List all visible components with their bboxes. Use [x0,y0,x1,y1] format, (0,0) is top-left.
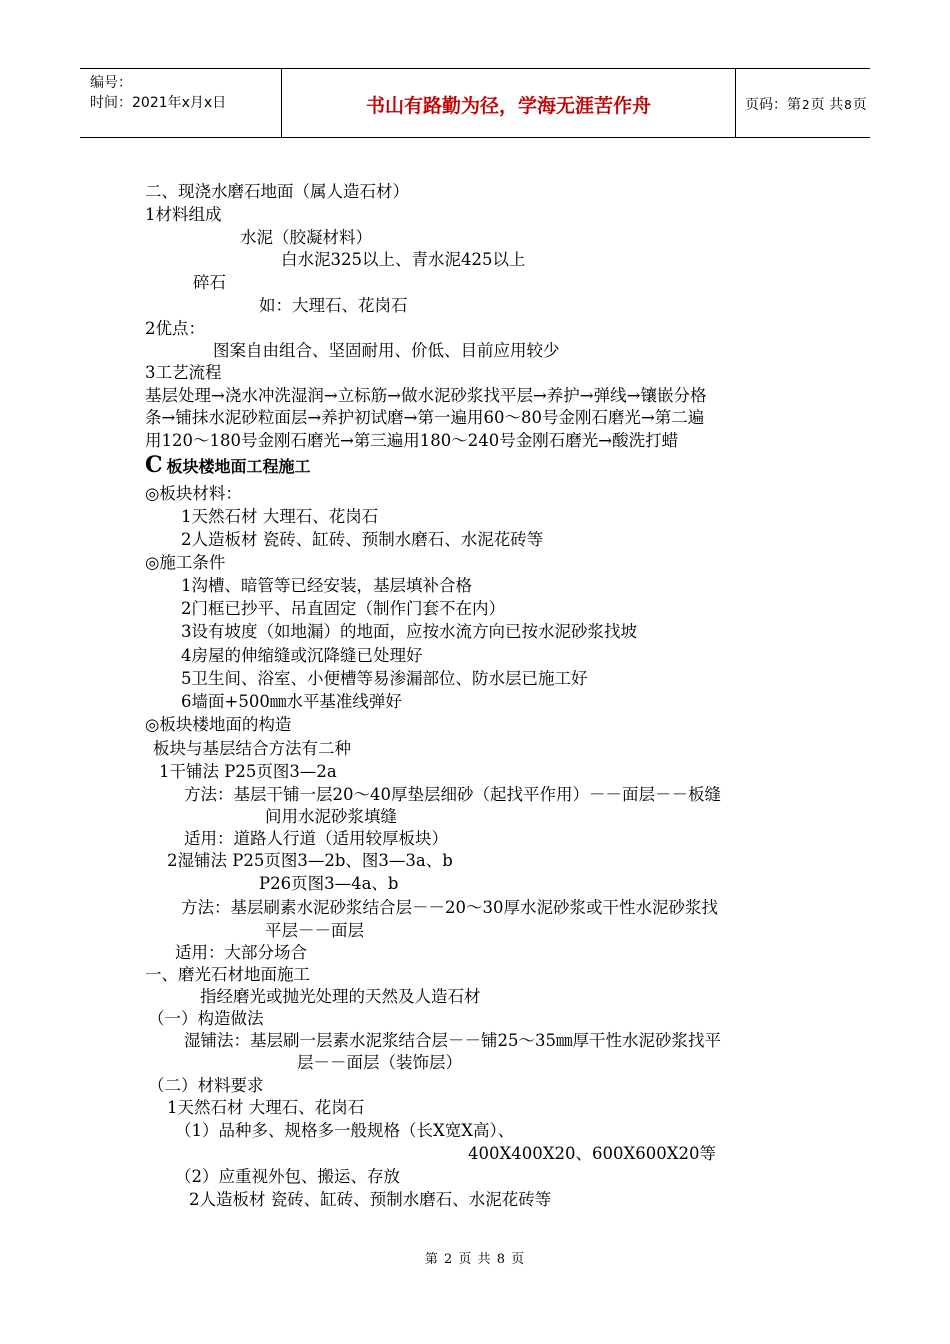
text-line: ◎板块材料： [145,484,242,503]
section-title: 板块楼地面工程施工 [166,457,311,476]
text-line: 湿铺法：基层刷一层素水泥浆结合层－－铺25～35㎜厚干性水泥砂浆找平 [184,1031,721,1050]
page-suffix: 页 [852,97,867,113]
text-line: （2）应重视外包、搬运、存放 [175,1167,400,1186]
text-line: 1天然石材 大理石、花岗石 [181,507,379,526]
text-line: 如：大理石、花岗石 [259,296,408,315]
text-line: 2优点： [145,319,205,338]
text-line: 白水泥325以上、青水泥425以上 [281,250,526,269]
time-label: 时间：2021年x月x日 [90,95,227,111]
text-line: （1）品种多、规格多一般规格（长X宽X高）、 [175,1121,515,1140]
text-line: 方法：基层刷素水泥砂浆结合层－－20～30厚水泥砂浆或干性水泥砂浆找 [181,898,718,917]
page-current: 2 [802,98,810,112]
text-line: 一、磨光石材地面施工 [145,965,310,984]
page-middle: 页 共 [810,97,844,113]
text-line: 方法：基层干铺一层20～40厚垫层细砂（起找平作用）－－面层－－板缝 [184,785,721,804]
text-line: 二、现浇水磨石地面（属人造石材） [145,182,409,201]
text-line: 条→铺抹水泥砂粒面层→养护初试磨→第一遍用60～80号金刚石磨光→第二遍 [145,408,705,427]
text-line: （二）材料要求 [148,1076,264,1095]
text-line: 平层－－面层 [265,921,364,940]
text-line: 层－－面层（装饰层） [297,1053,462,1072]
text-line: 3设有坡度（如地漏）的地面，应按水流方向已按水泥砂浆找坡 [181,622,637,641]
text-line: 指经磨光或抛光处理的天然及人造石材 [200,987,481,1006]
text-line: 2人造板材 瓷砖、缸砖、预制水磨石、水泥花砖等 [181,530,544,549]
page-footer: 第 2 页 共 8 页 [424,1252,526,1267]
text-line: 水泥（胶凝材料） [240,228,372,247]
text-line: 2门框已抄平、吊直固定（制作门套不在内） [181,599,505,618]
text-line: 图案自由组合、坚固耐用、价低、目前应用较少 [213,341,560,360]
text-line: 1沟槽、暗管等已经安装，基层填补合格 [181,576,472,595]
section-heading-c [145,454,311,478]
text-line: （一）构造做法 [148,1009,264,1028]
text-line: 碎石 [193,273,226,292]
text-line: 间用水泥砂浆填缝 [265,807,397,826]
text-line: 400X400X20、600X600X20等 [468,1144,716,1163]
text-line: 6墙面+500㎜水平基准线弹好 [181,692,402,711]
number-label: 编号： [90,75,132,91]
text-line: ◎板块楼地面的构造 [145,715,292,734]
text-line: 1材料组成 [145,205,222,224]
text-line: 3工艺流程 [145,363,222,382]
text-line: 1干铺法 P25页图3—2a [159,762,337,781]
text-line: 基层处理→浇水冲洗湿润→立标筋→做水泥砂浆找平层→养护→弹线→镶嵌分格 [145,386,707,405]
text-line: 2湿铺法 P25页图3—2b、图3—3a、b [167,851,453,870]
text-line: 2人造板材 瓷砖、缸砖、预制水磨石、水泥花砖等 [189,1190,552,1209]
text-line: 板块与基层结合方法有二种 [153,739,351,758]
text-line: 用120～180号金刚石磨光→第三遍用180～240号金刚石磨光→酸洗打蜡 [145,431,679,450]
page-total: 8 [844,98,852,112]
text-line: P26页图3—4a、b [259,874,399,893]
text-line: 适用：大部分场合 [175,943,307,962]
text-line: 1天然石材 大理石、花岗石 [167,1098,365,1117]
page-prefix: 页码：第 [745,97,801,113]
text-line: 适用：道路人行道（适用较厚板块） [184,829,448,848]
text-line: 4房屋的伸缩缝或沉降缝已处理好 [181,646,423,665]
text-line: 5卫生间、浴室、小便槽等易渗漏部位、防水层已施工好 [181,669,588,688]
section-letter: C [145,452,163,478]
text-line: ◎施工条件 [145,553,226,572]
motto: 书山有路勤为径，学海无涯苦作舟 [365,95,651,117]
